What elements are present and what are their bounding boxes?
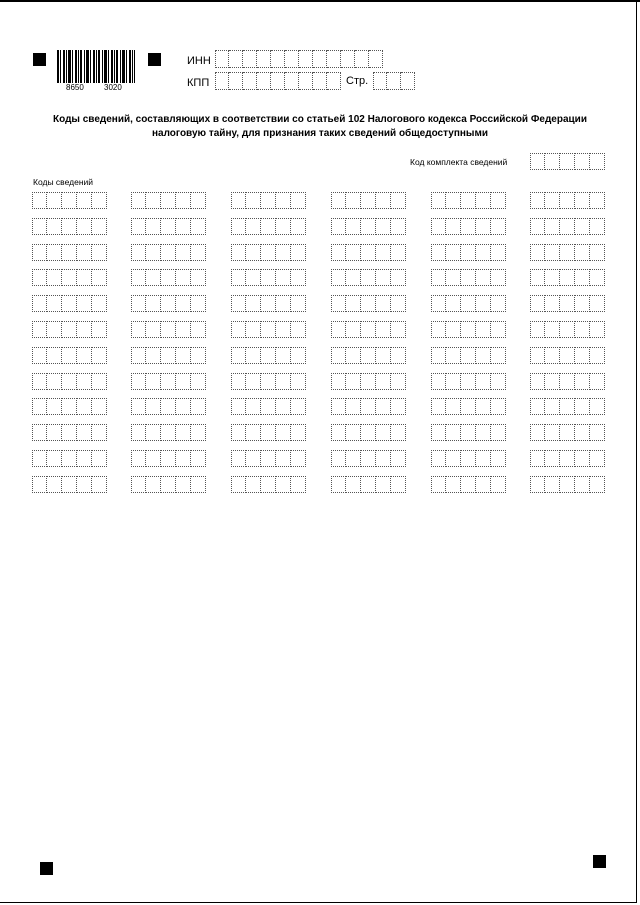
set-code-field[interactable]	[530, 153, 605, 170]
page-number-field[interactable]	[373, 72, 415, 90]
code-field[interactable]	[231, 398, 306, 415]
code-field[interactable]	[32, 373, 107, 390]
code-field[interactable]	[131, 450, 206, 467]
code-field[interactable]	[131, 476, 206, 493]
barcode-left-number: 8650	[66, 83, 84, 92]
code-field[interactable]	[131, 192, 206, 209]
code-field[interactable]	[530, 244, 605, 261]
code-field[interactable]	[231, 218, 306, 235]
code-field[interactable]	[331, 398, 406, 415]
registration-marker-bottom-right	[593, 855, 606, 868]
code-field[interactable]	[530, 269, 605, 286]
code-field[interactable]	[32, 476, 107, 493]
code-field[interactable]	[131, 244, 206, 261]
code-field[interactable]	[331, 450, 406, 467]
form-title-line-1: Коды сведений, составляющих в соответствии со статьей 102 Налогового кодекса Российской Федерации	[53, 114, 587, 125]
barcode-icon	[57, 50, 135, 83]
code-field[interactable]	[530, 476, 605, 493]
code-field[interactable]	[131, 424, 206, 441]
code-field[interactable]	[231, 192, 306, 209]
form-title-line-2: налоговую тайну, для признания таких сведений общедоступными	[151, 128, 488, 139]
code-field[interactable]	[331, 192, 406, 209]
registration-marker-bottom-left	[40, 862, 53, 875]
code-field[interactable]	[32, 398, 107, 415]
code-field[interactable]	[530, 450, 605, 467]
code-field[interactable]	[32, 450, 107, 467]
form-title	[20, 113, 620, 141]
code-field[interactable]	[131, 269, 206, 286]
code-field[interactable]	[32, 192, 107, 209]
code-field[interactable]	[331, 244, 406, 261]
code-field[interactable]	[231, 269, 306, 286]
code-field[interactable]	[431, 347, 506, 364]
code-field[interactable]	[331, 295, 406, 312]
code-field[interactable]	[431, 321, 506, 338]
code-field[interactable]	[431, 373, 506, 390]
code-field[interactable]	[530, 295, 605, 312]
barcode-right-number: 3020	[104, 83, 122, 92]
page-label: Стр.	[346, 75, 369, 87]
code-field[interactable]	[131, 295, 206, 312]
code-field[interactable]	[231, 244, 306, 261]
code-field[interactable]	[131, 347, 206, 364]
code-field[interactable]	[331, 218, 406, 235]
code-field[interactable]	[530, 321, 605, 338]
code-field[interactable]	[231, 450, 306, 467]
code-field[interactable]	[32, 321, 107, 338]
code-field[interactable]	[530, 192, 605, 209]
code-field[interactable]	[231, 424, 306, 441]
code-field[interactable]	[32, 244, 107, 261]
code-field[interactable]	[530, 424, 605, 441]
code-field[interactable]	[431, 269, 506, 286]
code-field[interactable]	[131, 373, 206, 390]
code-field[interactable]	[331, 269, 406, 286]
code-field[interactable]	[131, 218, 206, 235]
code-field[interactable]	[32, 269, 107, 286]
code-field[interactable]	[331, 347, 406, 364]
code-field[interactable]	[530, 218, 605, 235]
code-field[interactable]	[431, 244, 506, 261]
inn-label: ИНН	[187, 55, 211, 67]
kpp-field[interactable]	[215, 72, 341, 90]
kpp-label: КПП	[187, 77, 210, 89]
code-field[interactable]	[331, 321, 406, 338]
inn-field[interactable]	[215, 50, 383, 68]
code-field[interactable]	[431, 192, 506, 209]
code-field[interactable]	[331, 373, 406, 390]
code-field[interactable]	[231, 373, 306, 390]
code-field[interactable]	[431, 218, 506, 235]
code-field[interactable]	[431, 295, 506, 312]
code-field[interactable]	[231, 295, 306, 312]
code-field[interactable]	[32, 218, 107, 235]
registration-marker-top-center	[148, 53, 161, 66]
code-field[interactable]	[530, 347, 605, 364]
code-field[interactable]	[431, 450, 506, 467]
code-field[interactable]	[331, 476, 406, 493]
code-field[interactable]	[32, 295, 107, 312]
code-field[interactable]	[32, 347, 107, 364]
code-field[interactable]	[331, 424, 406, 441]
code-field[interactable]	[431, 476, 506, 493]
code-field[interactable]	[231, 476, 306, 493]
code-field[interactable]	[431, 398, 506, 415]
set-code-label: Код комплекта сведений	[410, 157, 508, 167]
code-field[interactable]	[530, 373, 605, 390]
registration-marker-top-left	[33, 53, 46, 66]
code-field[interactable]	[530, 398, 605, 415]
code-field[interactable]	[231, 347, 306, 364]
code-field[interactable]	[131, 321, 206, 338]
code-field[interactable]	[431, 424, 506, 441]
code-field[interactable]	[131, 398, 206, 415]
code-field[interactable]	[32, 424, 107, 441]
code-field[interactable]	[231, 321, 306, 338]
codes-label: Коды сведений	[33, 177, 94, 187]
